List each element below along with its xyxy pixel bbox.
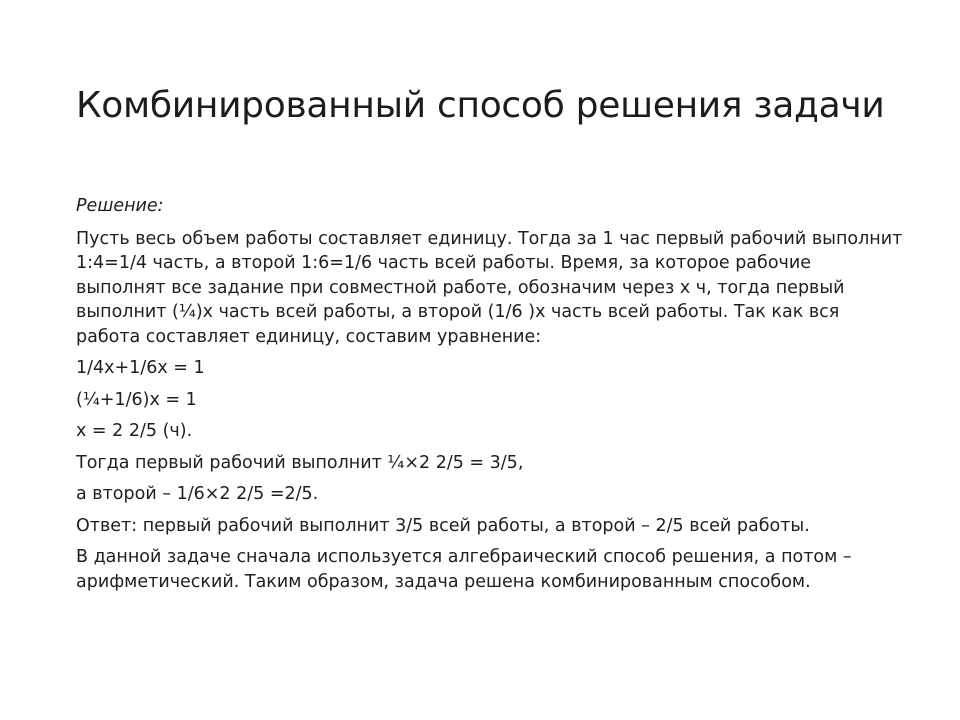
- equation-line: 1/4х+1/6х = 1: [76, 358, 205, 378]
- problem-setup-paragraph: Пусть весь объем работы составляет единицу. Тогда за 1 час первый рабочий выполнит 1:4=1/4 часть, а второй 1:6=1/6 часть всей работы. Время, за которое рабочие выполнят все задание при совместной работе, обозначим через х ч, тогда первый выполнит (¼)х часть всей работы, а второй (1/6 )х часть всей работы. Так как вся работа составляет единицу, составим уравнение:: [76, 228, 903, 347]
- conclusion-paragraph: В данной задаче сначала используется алгебраический способ решения, а потом – арифметический. Таким образом, задача решена комбинированным способом.: [76, 547, 852, 592]
- slide-body: [76, 194, 906, 601]
- second-worker-result: а второй – 1/6×2 2/5 =2/5.: [76, 484, 319, 504]
- solution-label: Решение:: [76, 196, 164, 216]
- slide-title: Комбинированный способ решения задачи: [76, 85, 885, 126]
- equation-line: (¼+1/6)х = 1: [76, 389, 197, 410]
- equation-result: х = 2 2/5 (ч).: [76, 421, 193, 441]
- first-worker-result: Тогда первый рабочий выполнит ¼×2 2/5 = 3/5,: [76, 452, 524, 473]
- answer-paragraph: Ответ: первый рабочий выполнит 3/5 всей работы, а второй – 2/5 всей работы.: [76, 515, 810, 536]
